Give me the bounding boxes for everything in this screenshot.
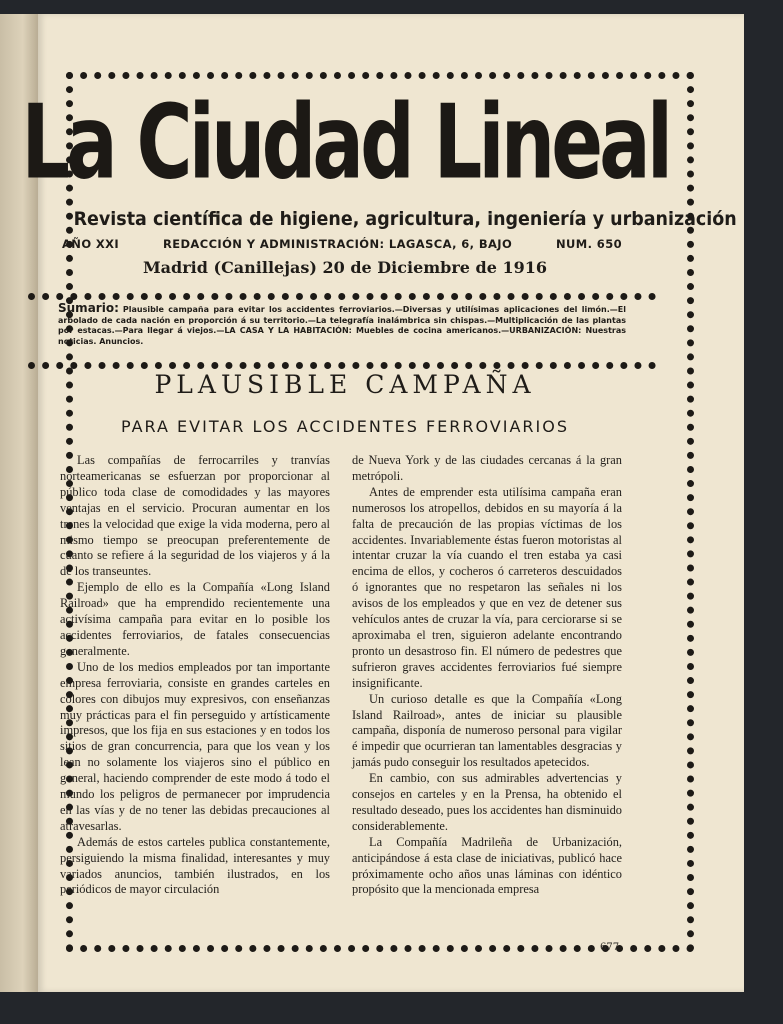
page-number: 677 (600, 942, 620, 953)
paragraph: Antes de emprender esta utilísima campaña eran numerosos los atropellos, debidos en su mayoría á la falta de precaución de las propias víctimas de los accidentes. Invariablemente éstas fueron motoristas al intentar cruzar la vía cuando el tren estaba ya casi encima de ellos, y cocheros ó carreteros descuidados ó ignorantes que no respetaron las señales ni los avisos de los empleados y que en vez de detener sus vehículos antes de cruzar la vía, para cerciorarse si se aproximaba el tren, siguieron adelante encontrando pronto un desastroso fin. El número de pedestres que sufrieron graves accidentes ferroviarios fué siempre insignificante. (352, 484, 622, 690)
masthead (21, 82, 669, 204)
divider-bottom (28, 362, 656, 369)
paragraph: Ejemplo de ello es la Compañía «Long Island Railroad» que ha emprendido recientemente una activísima campaña para evitar en lo posible los accidentes ferroviarios, de fatales consecuencias generalmente. (60, 580, 330, 658)
sumario-text: Plausible campaña para evitar los accidentes ferroviarios.—Diversas y utilísimas aplicaciones del limón.—El arbolado de cada nación en proporción á su territorio.—La telegrafía inalámbrica sin chispas.—Multiplicación de las plantas por estacas.—Para llegar á viejos.—LA CASA Y LA HABITACIÓN: Muebles de cocina americanos.—URBANIZACIÓN: Nuestras noticias. Anuncios. (58, 305, 626, 346)
article-column-left (60, 453, 330, 898)
paragraph-continued: de Nueva York y de las ciudades cercanas á la gran metrópoli. (352, 453, 622, 483)
masthead-info-row (62, 237, 622, 251)
year-label: AÑO XXI (62, 237, 120, 251)
paragraph: Las compañías de ferrocarriles y tranvías norteamericanas se esfuerzan por proporcionar al público toda clase de comodidades y las mayores ventajas en el servicio. Procuran aumentar en los trenes la velocidad que exige la vida moderna, pero al mismo tiempo se preocupan preferentemente de cuanto se refiere á la seguridad de los viajeros y á la de los transeuntes. (60, 453, 330, 579)
paragraph: La Compañía Madrileña de Urbanización, anticipándose á esta clase de iniciativas, publicó hace próximamente ocho años unas láminas con idéntico propósito que la mencionada empresa (352, 834, 622, 897)
divider-top (28, 293, 656, 300)
date-line: Madrid (Canillejas) 20 de Diciembre de 1916 (142, 258, 548, 277)
paragraph: Un curioso detalle es que la Compañía «Long Island Railroad», antes de iniciar su plausible campaña, disponía de numeroso personal para vigilar é impedir que ocurrieran tan lamentables desgracias y jamás pudo conseguir los resultados apetecidos. (352, 691, 622, 770)
sumario (58, 303, 626, 347)
address-label: REDACCIÓN Y ADMINISTRACIÓN: LAGASCA, 6, BAJO (162, 237, 513, 251)
masthead-subtitle: Revista científica de higiene, agricultura, ingeniería y urbanización (73, 208, 737, 230)
sumario-label: Sumario: (58, 301, 119, 315)
paragraph: Uno de los medios empleados por tan importante empresa ferroviaria, consiste en grandes carteles en colores con dibujos muy expresivos, con enseñanzas muy prácticas para el fin perseguido y artísticamente impresos, que los fija en sus estaciones y en todos los sitios de gran concurrencia, para que los vean y los lean no solamente los viajeros sino el público en general, haciendo comprender de este modo á todo el mundo los peligros de permanecer por imprudencia en las vías y de no tener las debidas precauciones al atravesarlas. (60, 659, 330, 833)
paragraph: En cambio, con sus admirables advertencias y consejos en carteles y en la Prensa, ha obtenido el resultado deseado, pues los accidentes han disminuido considerablemente. (352, 771, 622, 833)
issue-number: NUM. 650 (556, 237, 622, 251)
article-title: PLAUSIBLE CAMPAÑA (154, 370, 536, 399)
masthead-title: La Ciudad Lineal (21, 83, 669, 203)
article-column-right (352, 453, 622, 898)
paragraph: Además de estos carteles publica constantemente, persiguiendo la misma finalidad, interesantes y muy variados anuncios, también ilustrados, en los periódicos de mayor circulación (60, 834, 330, 897)
article-subtitle: PARA EVITAR LOS ACCIDENTES FERROVIARIOS (120, 417, 569, 436)
